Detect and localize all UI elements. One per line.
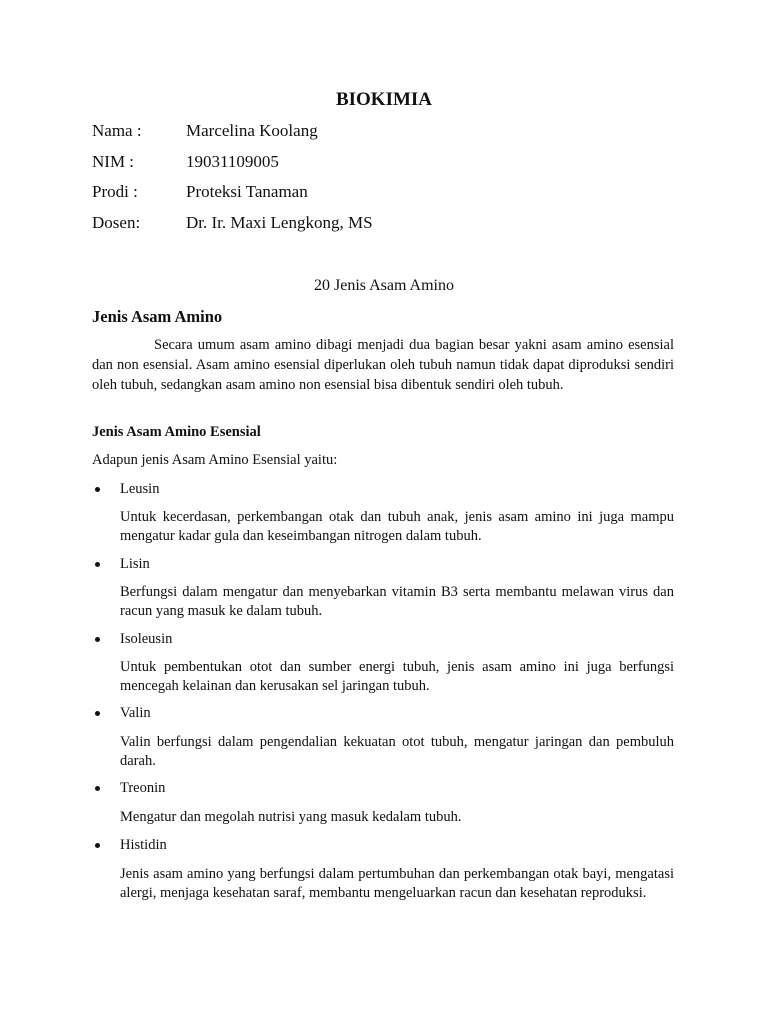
bullet-icon — [95, 562, 100, 567]
item-name: Valin — [120, 705, 151, 721]
bullet-icon — [95, 637, 100, 642]
info-label: Nama : — [92, 121, 142, 140]
item-description: Untuk kecerdasan, perkembangan otak dan tubuh anak, jenis asam amino ini juga mampu mengatur kadar gula dan keseimbangan nitrogen dalam tubuh. — [120, 509, 674, 544]
info-value: Proteksi Tanaman — [186, 182, 308, 201]
info-value: Dr. Ir. Maxi Lengkong, MS — [186, 213, 373, 232]
item-name: Leusin — [120, 481, 160, 497]
item-name: Isoleusin — [120, 631, 173, 647]
info-label: NIM : — [92, 152, 135, 171]
item-description: Berfungsi dalam mengatur dan menyebarkan vitamin B3 serta membantu melawan virus dan racun yang masuk ke dalam tubuh. — [120, 584, 674, 619]
bullet-icon — [95, 487, 100, 492]
intro-paragraph: Secara umum asam amino dibagi menjadi dua bagian besar yakni asam amino esensial dan non esensial. Asam amino esensial diperlukan oleh tubuh namun tidak dapat diproduksi sendiri oleh tubuh, sedangkan asam amino non esensial bisa dibentuk sendiri oleh tubuh. — [92, 337, 674, 393]
document-title: BIOKIMIA — [335, 89, 433, 110]
item-name: Histidin — [120, 837, 167, 853]
item-description: Mengatur dan megolah nutrisi yang masuk kedalam tubuh. — [120, 809, 462, 825]
bullet-icon — [95, 786, 100, 791]
info-value: Marcelina Koolang — [186, 121, 318, 140]
section-heading: Jenis Asam Amino — [92, 307, 223, 326]
item-description: Jenis asam amino yang berfungsi dalam pertumbuhan dan perkembangan otak bayi, mengatasi alergi, menjaga kesehatan saraf, membantu mengeluarkan racun dan kesehatan reproduksi. — [120, 866, 674, 901]
item-name: Lisin — [120, 556, 150, 572]
item-description: Valin berfungsi dalam pengendalian kekuatan otot tubuh, mengatur jaringan dan pembuluh darah. — [120, 734, 674, 769]
info-label: Prodi : — [92, 182, 138, 201]
info-value: 19031109005 — [186, 152, 279, 171]
bullet-icon — [95, 843, 100, 848]
item-description: Untuk pembentukan otot dan sumber energi tubuh, jenis asam amino ini juga berfungsi mencegah kelainan dan kerusakan sel jaringan tubuh. — [120, 659, 674, 694]
info-label: Dosen: — [92, 213, 141, 232]
document-subtitle: 20 Jenis Asam Amino — [313, 277, 454, 294]
bullet-icon — [95, 711, 100, 716]
item-name: Treonin — [120, 780, 166, 796]
list-intro: Adapun jenis Asam Amino Esensial yaitu: — [92, 452, 338, 468]
subsection-heading: Jenis Asam Amino Esensial — [92, 424, 261, 440]
